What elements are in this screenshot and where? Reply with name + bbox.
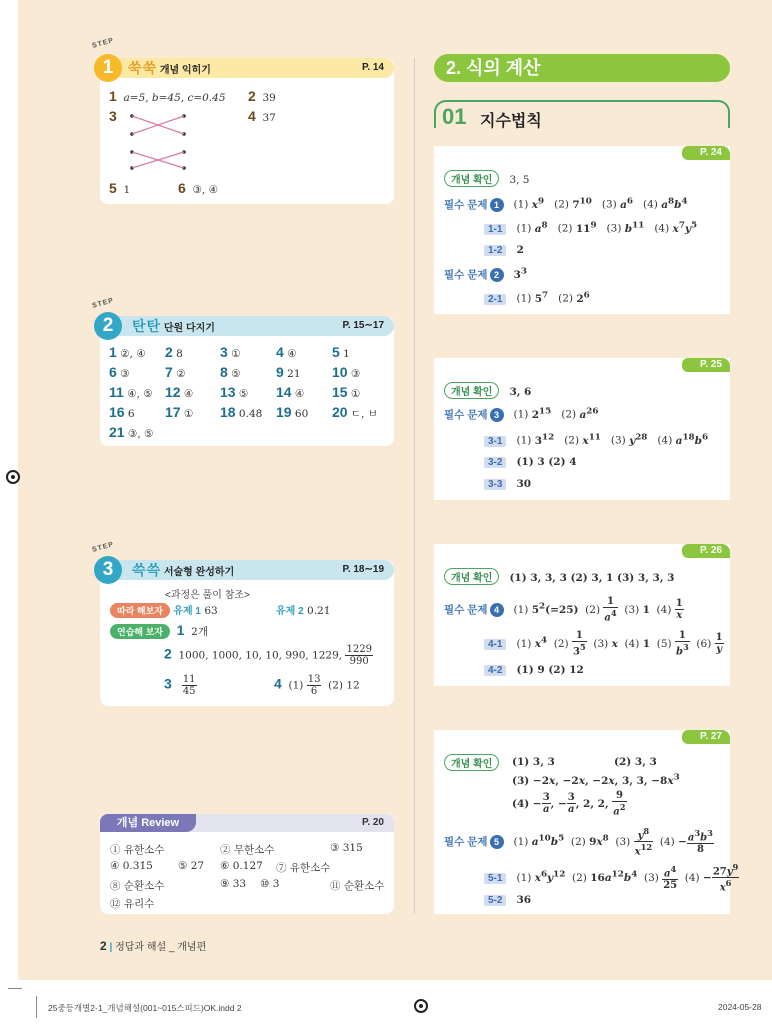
answer-value: 63 (204, 605, 218, 617)
step1-badge: 1 (94, 54, 122, 82)
step1-word: 쑥쑥 (128, 60, 158, 76)
answer-value: (4) − $\frac{3}{a}$ , − $\frac{3}{a}$ , 2, 2, $\frac{9}{a^2}$ (512, 790, 626, 818)
answer-value: 3, 5 (509, 174, 530, 186)
answer-value: (1) $2^{15}$ (2) $a^{26}$ (513, 406, 599, 421)
answer-number: 16 (109, 404, 125, 420)
answer-value: ③, ④ (192, 184, 218, 196)
answer-number: 9 (276, 364, 284, 380)
answer-value: 2 (516, 244, 524, 256)
sub-problem-label: 4-1 (484, 639, 506, 650)
answer-value: 39 (262, 92, 276, 104)
answer-number: 4 (276, 344, 284, 360)
list-item (109, 364, 130, 380)
list-item (220, 384, 248, 400)
list-item (165, 384, 193, 400)
file-slug: 25중등개별2-1_개념해설(001~015스피드)OK.indd 2 (48, 1003, 242, 1013)
answer-value: ④ (287, 348, 297, 360)
list-item (109, 424, 153, 440)
list-item (220, 344, 241, 360)
answer-number: 2 (165, 344, 173, 360)
footer-separator: | (109, 942, 113, 953)
list-item (220, 364, 241, 380)
list-item: ⑦ 유한소수 (276, 862, 331, 874)
answer-value: (1) 9 (2) 12 (516, 664, 584, 676)
page-tab: P. 27 (682, 730, 730, 744)
list-item: ④ 0.31̇5̇ (110, 860, 153, 872)
list-item (109, 384, 153, 400)
answer-value: (1) $x^9$ (2) $7^{10}$ (3) $a^6$ (4) $a^8b^4$ (513, 196, 688, 211)
list-item (276, 384, 304, 400)
review-page: P. 20 (361, 817, 384, 828)
answer-value: ① (350, 388, 361, 400)
answer-value: 60 (294, 408, 309, 420)
answer-number: 3 (164, 675, 172, 692)
step3-badge: 3 (94, 556, 122, 584)
answer-value: 2개 (191, 626, 208, 638)
page-number: 2 (100, 939, 107, 953)
sub-problem-label: 1-2 (484, 245, 506, 256)
chapter-title: 2. 식의 계산 (434, 54, 730, 82)
answer-number: 5 (109, 180, 117, 196)
list-item: ② 무한소수 (220, 844, 275, 856)
list-item: ⑪ 순환소수 (330, 880, 385, 892)
denominator: 6 (310, 686, 318, 697)
step1-header (108, 58, 394, 78)
answer-number: 5 (332, 344, 340, 360)
answer-number: 14 (276, 384, 292, 400)
sub-problem-label: 3-1 (484, 436, 506, 447)
answer-value: 36 (516, 894, 532, 906)
concept-check-label: 개념 확인 (444, 170, 499, 187)
fraction (345, 644, 372, 667)
denominator: 990 (349, 656, 369, 667)
list-item: ⑤ 27 (178, 860, 205, 872)
answer-number: 1 (109, 344, 117, 360)
answer-value: ㄷ, ㅂ (350, 408, 378, 420)
list-item: ⑥ 0.12̇7̇ (220, 860, 263, 872)
fraction (307, 674, 322, 697)
step2-page: P. 15∼17 (342, 320, 384, 331)
answer-number: 18 (220, 404, 236, 420)
section-frame (434, 100, 730, 128)
answer-value: 37 (262, 112, 276, 124)
column-divider (414, 58, 415, 913)
step-label: STEP (91, 37, 115, 50)
answer-number: 3 (109, 108, 117, 124)
list-item (276, 364, 301, 380)
answer-value: 8 (176, 348, 183, 360)
example-label: 유제 2 (276, 606, 304, 617)
example-label: 유제 1 (173, 606, 201, 617)
step2-header (108, 316, 394, 336)
answer-value: ④ (183, 388, 194, 400)
step3-page: P. 18∼19 (342, 564, 384, 575)
p25-card (434, 358, 730, 500)
answer-value: ⑤ (238, 388, 249, 400)
answer-number: 6 (178, 180, 186, 196)
concept-check-label: 개념 확인 (444, 754, 499, 771)
answer-value: ③, ⑤ (127, 428, 154, 440)
sub-problem-label: 4-2 (484, 665, 506, 676)
answer-value: 1 (343, 348, 350, 360)
list-item (109, 404, 135, 420)
answer-number: 8 (220, 364, 228, 380)
list-item (332, 344, 350, 360)
list-item (165, 404, 193, 420)
answer-value: 1 (123, 184, 131, 196)
step1-page: P. 14 (361, 62, 384, 73)
list-item (332, 404, 378, 421)
answer-value: (3) −2x, −2x, −2x, 3, 3, $-8x^3$ (512, 772, 680, 787)
answer-value: 1000, 1000, 10, 10, 990, 1229, (178, 649, 343, 662)
sub-problem-label: 2-1 (484, 294, 506, 305)
footer-title: 정답과 해설 _ 개념편 (115, 942, 207, 953)
answer-number: 7 (165, 364, 173, 380)
tag-practice: 연습해 보자 (110, 624, 170, 639)
answer-value: ① (183, 408, 194, 420)
must-problem-label: 필수 문제 1 (444, 199, 504, 211)
answer-number: 15 (332, 384, 348, 400)
denominator: 45 (182, 686, 196, 697)
sub-problem-label: 3-3 (484, 479, 506, 490)
answer-number: 11 (109, 384, 124, 400)
step-label: STEP (91, 541, 115, 554)
answer-value: a=5, b=45, c=0.45 (123, 92, 226, 104)
list-item (276, 404, 308, 420)
answer-value: 3, 6 (509, 386, 532, 398)
list-item (109, 344, 146, 360)
answer-value: (1) 3 (2) 4 (516, 456, 577, 468)
answer-value: ③ (120, 368, 130, 380)
answer-number: 4 (274, 675, 282, 692)
step2-title: 단원 다지기 (163, 323, 215, 334)
answer-value: ③ (350, 368, 361, 380)
answer-value: (2) 3, 3 (614, 756, 657, 768)
list-item (332, 384, 360, 400)
answer-number: 1 (176, 622, 185, 638)
answer-value: (1) $5^7$ (2) $2^6$ (516, 290, 590, 305)
sub-problem-label: 3-2 (484, 457, 506, 468)
answer-value: $3^3$ (513, 266, 527, 281)
list-item: ③ 315 (330, 842, 363, 854)
step1-title: 개념 익히기 (159, 65, 211, 76)
must-problem-label: 필수 문제 3 (444, 409, 504, 421)
answer-value: (1) $3^{12}$ (2) $x^{11}$ (3) $y^{28}$ (4) $a^{18}b^6$ (516, 432, 709, 447)
step-label: STEP (91, 297, 115, 310)
must-problem-label: 필수 문제 4 (444, 604, 504, 616)
sub-problem-label: 5-2 (484, 895, 506, 906)
concept-check-label: 개념 확인 (444, 382, 499, 399)
answer-number: 2 (164, 645, 172, 662)
list-item (165, 364, 186, 380)
answer-value: ② (176, 368, 186, 380)
sub-problem-label: 5-1 (484, 873, 506, 884)
answer-number: 12 (165, 384, 181, 400)
list-item: ⑩ 3 (260, 878, 280, 890)
answer-value: ⑤ (231, 368, 241, 380)
answer-value: 0.48̇ (238, 408, 263, 420)
matching-diagram (128, 110, 190, 174)
tag-follow: 따라 해보자 (110, 603, 170, 618)
answer-value: ②, ④ (120, 348, 146, 360)
answer-number: 19 (276, 404, 292, 420)
numerator: 13 (307, 674, 321, 685)
must-problem-label: 필수 문제 5 (444, 836, 504, 848)
answer-number: 10 (332, 364, 348, 380)
section-number: 01 (442, 104, 467, 129)
page-tab: P. 26 (682, 544, 730, 558)
answer-value: (2) 12 (328, 679, 360, 692)
answer-number: 20 (332, 404, 348, 420)
review-title: 개념 Review (100, 814, 196, 832)
list-item (276, 344, 297, 360)
list-item: ① 유한소수 (110, 844, 165, 856)
list-item (332, 364, 360, 380)
answer-value: (1) 3, 3 (512, 756, 555, 768)
list-item: ⑫ 유리수 (110, 898, 155, 910)
answer-value: (1) 3, 3, 3 (2) 3, 1 (3) 3, 3, 3 (509, 572, 675, 584)
answer-value: ④, ⑤ (127, 388, 153, 400)
answer-value: 30 (516, 478, 532, 490)
registration-mark (414, 999, 428, 1013)
answer-value: 0.21̇ (307, 605, 331, 617)
answer-value: (1) $a^8$ (2) $11^9$ (3) $b^{11}$ (4) $x^7y^5$ (516, 220, 698, 235)
answer-number: 17 (165, 404, 181, 420)
concept-check-label: 개념 확인 (444, 568, 499, 585)
answer-number: 21 (109, 424, 125, 440)
numerator: 1229 (346, 644, 372, 655)
page-tab: P. 24 (682, 146, 730, 160)
sub-problem-label: 1-1 (484, 224, 506, 235)
answer-number: 6 (109, 364, 117, 380)
answer-value: ① (231, 348, 241, 360)
print-date: 2024-05-28 (718, 1002, 762, 1012)
list-item: ⑧ 순환소수 (110, 880, 165, 892)
footer (100, 938, 206, 953)
answer-number: 2 (248, 88, 256, 104)
registration-mark (6, 470, 20, 484)
list-item (220, 404, 262, 420)
step2-word: 탄탄 (132, 318, 162, 334)
must-problem-label: 필수 문제 2 (444, 269, 504, 281)
step2-badge: 2 (94, 312, 122, 340)
step3-word: 쓱쓱 (132, 562, 162, 578)
list-item (165, 344, 183, 360)
answer-value: 6 (127, 408, 135, 420)
crop-mark (8, 988, 22, 989)
answer-value: ④ (294, 388, 305, 400)
answer-number: 4 (248, 108, 256, 124)
step3-header (108, 560, 394, 580)
numerator: 11 (182, 674, 196, 685)
answer-value: (1) $x^6y^{12}$ (2) $16a^{12}b^4$ (3) $\frac{a^4}{25}$ (4) − $\frac{27y^9}{x^6}$ (516, 862, 739, 894)
step3-note: <과정은 풀이 참조> (165, 590, 250, 601)
answer-number: 3 (220, 344, 228, 360)
answer-number: 1 (109, 88, 117, 104)
list-item: ⑨ 33 (220, 878, 247, 890)
answer-value: 21 (287, 368, 301, 380)
page-tab: P. 25 (682, 358, 730, 372)
step3-title: 서술형 완성하기 (163, 567, 235, 578)
answer-number: 13 (220, 384, 236, 400)
section-title: 지수법칙 (480, 113, 542, 130)
answer-value: (1) $5^2(=25)$ (2) $\frac{1}{a^4}$ (3) 1 (4) $\frac{1}{x}$ (513, 596, 683, 624)
answer-value: (1) (288, 679, 304, 692)
fraction (182, 674, 197, 697)
answer-value: (1) $x^4$ (2) $\frac{1}{3^5}$ (3) x (4) 1 (5) $\frac{1}{b^3}$ (6) $\frac{1}{y}$ (516, 630, 723, 658)
review-header (100, 814, 394, 832)
crop-mark (36, 996, 37, 1018)
answer-value: (1) $a^{10}b^5$ (2) $9x^8$ (3) $\frac{y^8}{x^{12}}$ (4) − $\frac{a^3b^3}{8}$ (513, 826, 713, 858)
